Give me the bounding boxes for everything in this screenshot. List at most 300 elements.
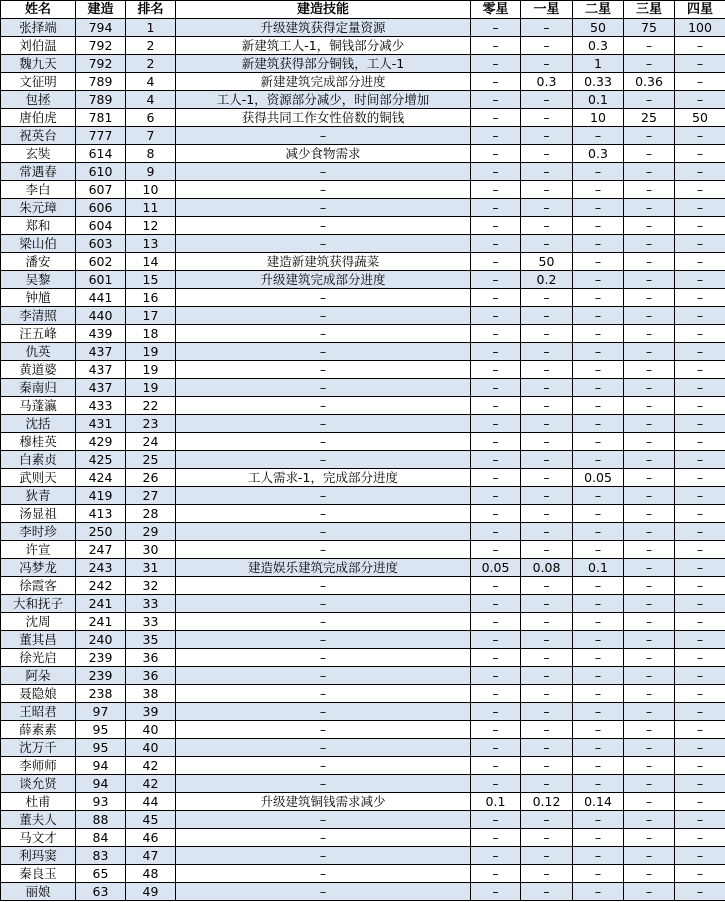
cell-build: 437 — [76, 343, 126, 361]
cell-star-1: – — [521, 55, 573, 73]
table-row — [1, 739, 725, 757]
cell-skill: – — [176, 217, 471, 235]
cell-star-2: – — [573, 487, 624, 505]
cell-build: 429 — [76, 433, 126, 451]
header-star-1: 一星 — [521, 1, 573, 19]
cell-star-4: – — [675, 523, 725, 541]
cell-star-1: – — [521, 325, 573, 343]
cell-skill: – — [176, 775, 471, 793]
cell-star-3: – — [624, 703, 675, 721]
cell-star-3: – — [624, 505, 675, 523]
cell-star-3: – — [624, 829, 675, 847]
cell-skill: 工人需求-1，完成部分进度 — [176, 469, 471, 487]
header-star-3: 三星 — [624, 1, 675, 19]
cell-star-0: – — [471, 847, 521, 865]
cell-star-1: – — [521, 433, 573, 451]
cell-skill: – — [176, 739, 471, 757]
cell-rank: 25 — [126, 451, 176, 469]
header-star-2: 二星 — [573, 1, 624, 19]
cell-star-2: – — [573, 721, 624, 739]
table-row — [1, 397, 725, 415]
cell-build: 610 — [76, 163, 126, 181]
cell-star-1: – — [521, 721, 573, 739]
cell-star-0: – — [471, 829, 521, 847]
cell-star-2: 0.3 — [573, 145, 624, 163]
cell-name: 利玛窦 — [1, 847, 76, 865]
cell-star-0: – — [471, 685, 521, 703]
cell-star-3: – — [624, 847, 675, 865]
cell-star-3: – — [624, 775, 675, 793]
cell-name: 汤显祖 — [1, 505, 76, 523]
table-row — [1, 91, 725, 109]
cell-rank: 17 — [126, 307, 176, 325]
cell-star-1: – — [521, 199, 573, 217]
cell-star-3: – — [624, 91, 675, 109]
cell-star-2: – — [573, 811, 624, 829]
cell-star-1: – — [521, 523, 573, 541]
cell-rank: 11 — [126, 199, 176, 217]
cell-star-2: – — [573, 649, 624, 667]
cell-build: 83 — [76, 847, 126, 865]
cell-name: 唐伯虎 — [1, 109, 76, 127]
cell-name: 魏九天 — [1, 55, 76, 73]
cell-star-2: – — [573, 829, 624, 847]
cell-star-4: – — [675, 217, 725, 235]
cell-skill: – — [176, 811, 471, 829]
cell-name: 冯梦龙 — [1, 559, 76, 577]
cell-star-4: – — [675, 199, 725, 217]
cell-star-2: 50 — [573, 19, 624, 37]
cell-star-0: – — [471, 451, 521, 469]
cell-star-3: – — [624, 487, 675, 505]
cell-rank: 36 — [126, 667, 176, 685]
table-row — [1, 253, 725, 271]
cell-star-4: – — [675, 775, 725, 793]
cell-star-3: – — [624, 325, 675, 343]
cell-name: 朱元璋 — [1, 199, 76, 217]
cell-rank: 6 — [126, 109, 176, 127]
cell-star-3: – — [624, 451, 675, 469]
cell-star-1: – — [521, 19, 573, 37]
cell-star-1: – — [521, 379, 573, 397]
cell-star-4: 50 — [675, 109, 725, 127]
cell-star-0: – — [471, 307, 521, 325]
cell-star-3: – — [624, 631, 675, 649]
cell-rank: 39 — [126, 703, 176, 721]
cell-build: 63 — [76, 883, 126, 901]
cell-star-3: – — [624, 739, 675, 757]
cell-star-4: – — [675, 73, 725, 91]
table-row — [1, 55, 725, 73]
cell-build: 94 — [76, 775, 126, 793]
cell-star-0: – — [471, 577, 521, 595]
cell-rank: 44 — [126, 793, 176, 811]
cell-star-1: – — [521, 469, 573, 487]
cell-build: 781 — [76, 109, 126, 127]
table-row — [1, 883, 725, 901]
table-row — [1, 811, 725, 829]
cell-rank: 8 — [126, 145, 176, 163]
cell-rank: 23 — [126, 415, 176, 433]
cell-build: 441 — [76, 289, 126, 307]
cell-star-4: – — [675, 181, 725, 199]
cell-star-3: – — [624, 433, 675, 451]
cell-name: 白素贞 — [1, 451, 76, 469]
cell-star-2: – — [573, 325, 624, 343]
cell-star-1: 0.2 — [521, 271, 573, 289]
table-row — [1, 559, 725, 577]
cell-rank: 46 — [126, 829, 176, 847]
cell-star-1: – — [521, 415, 573, 433]
cell-skill: – — [176, 163, 471, 181]
table-row — [1, 793, 725, 811]
cell-skill: 工人-1，资源部分减少，时间部分增加 — [176, 91, 471, 109]
table-row — [1, 487, 725, 505]
cell-build: 437 — [76, 379, 126, 397]
cell-skill: – — [176, 235, 471, 253]
cell-star-0: – — [471, 379, 521, 397]
table-row — [1, 865, 725, 883]
cell-star-4: – — [675, 433, 725, 451]
cell-star-3: – — [624, 127, 675, 145]
cell-star-4: – — [675, 163, 725, 181]
cell-star-4: – — [675, 469, 725, 487]
table-row — [1, 451, 725, 469]
cell-star-4: – — [675, 361, 725, 379]
cell-rank: 9 — [126, 163, 176, 181]
header-star-0: 零星 — [471, 1, 521, 19]
table-row — [1, 595, 725, 613]
cell-star-2: – — [573, 775, 624, 793]
cell-rank: 24 — [126, 433, 176, 451]
cell-star-4: – — [675, 145, 725, 163]
cell-name: 武则天 — [1, 469, 76, 487]
cell-star-0: – — [471, 703, 521, 721]
cell-star-4: 100 — [675, 19, 725, 37]
table-row — [1, 235, 725, 253]
cell-name: 马蓬瀛 — [1, 397, 76, 415]
cell-build: 65 — [76, 865, 126, 883]
cell-build: 240 — [76, 631, 126, 649]
cell-skill: – — [176, 649, 471, 667]
cell-skill: – — [176, 847, 471, 865]
header-star-4: 四星 — [675, 1, 725, 19]
cell-star-4: – — [675, 379, 725, 397]
table-row — [1, 181, 725, 199]
cell-star-1: – — [521, 181, 573, 199]
cell-star-0: – — [471, 811, 521, 829]
cell-star-2: – — [573, 577, 624, 595]
cell-rank: 4 — [126, 73, 176, 91]
cell-star-4: – — [675, 721, 725, 739]
cell-rank: 42 — [126, 775, 176, 793]
cell-name: 徐光启 — [1, 649, 76, 667]
cell-star-4: – — [675, 397, 725, 415]
cell-star-4: – — [675, 541, 725, 559]
cell-star-4: – — [675, 253, 725, 271]
cell-skill: – — [176, 379, 471, 397]
cell-star-2: – — [573, 523, 624, 541]
cell-skill: 升级建筑完成部分进度 — [176, 271, 471, 289]
cell-name: 许宣 — [1, 541, 76, 559]
cell-star-2: – — [573, 307, 624, 325]
cell-skill: – — [176, 199, 471, 217]
table-row — [1, 289, 725, 307]
cell-rank: 33 — [126, 595, 176, 613]
cell-star-3: – — [624, 199, 675, 217]
cell-skill: 新建建筑完成部分进度 — [176, 73, 471, 91]
table-row — [1, 505, 725, 523]
cell-star-1: – — [521, 667, 573, 685]
cell-star-1: – — [521, 757, 573, 775]
table-row — [1, 361, 725, 379]
cell-star-1: – — [521, 775, 573, 793]
cell-star-0: – — [471, 487, 521, 505]
cell-rank: 33 — [126, 613, 176, 631]
cell-rank: 35 — [126, 631, 176, 649]
cell-star-2: 10 — [573, 109, 624, 127]
cell-skill: 升级建筑获得定量资源 — [176, 19, 471, 37]
cell-rank: 15 — [126, 271, 176, 289]
cell-star-0: – — [471, 865, 521, 883]
cell-build: 424 — [76, 469, 126, 487]
cell-star-4: – — [675, 595, 725, 613]
cell-star-3: – — [624, 721, 675, 739]
cell-name: 包拯 — [1, 91, 76, 109]
cell-star-1: – — [521, 847, 573, 865]
table-row — [1, 631, 725, 649]
cell-star-4: – — [675, 91, 725, 109]
cell-star-1: – — [521, 361, 573, 379]
cell-star-0: – — [471, 73, 521, 91]
table-row — [1, 469, 725, 487]
cell-skill: – — [176, 613, 471, 631]
cell-star-2: – — [573, 847, 624, 865]
cell-star-0: – — [471, 235, 521, 253]
cell-star-3: – — [624, 37, 675, 55]
cell-skill: – — [176, 757, 471, 775]
cell-star-0: – — [471, 775, 521, 793]
cell-star-0: – — [471, 631, 521, 649]
cell-star-1: – — [521, 505, 573, 523]
table-row — [1, 685, 725, 703]
cell-star-1: – — [521, 811, 573, 829]
cell-name: 张择端 — [1, 19, 76, 37]
table-row — [1, 523, 725, 541]
cell-skill: – — [176, 541, 471, 559]
cell-rank: 13 — [126, 235, 176, 253]
cell-name: 梁山伯 — [1, 235, 76, 253]
cell-star-2: – — [573, 613, 624, 631]
cell-star-0: – — [471, 127, 521, 145]
cell-skill: – — [176, 451, 471, 469]
table-body — [1, 19, 725, 901]
cell-star-0: 0.05 — [471, 559, 521, 577]
cell-name: 仇英 — [1, 343, 76, 361]
cell-skill: – — [176, 397, 471, 415]
cell-star-4: – — [675, 325, 725, 343]
cell-star-3: – — [624, 649, 675, 667]
cell-skill: – — [176, 883, 471, 901]
cell-star-3: – — [624, 559, 675, 577]
cell-star-3: – — [624, 289, 675, 307]
cell-star-0: – — [471, 667, 521, 685]
cell-star-4: – — [675, 631, 725, 649]
cell-rank: 22 — [126, 397, 176, 415]
cell-name: 谈允贤 — [1, 775, 76, 793]
cell-star-2: – — [573, 181, 624, 199]
cell-star-0: – — [471, 253, 521, 271]
cell-skill: – — [176, 415, 471, 433]
cell-star-4: – — [675, 415, 725, 433]
cell-build: 601 — [76, 271, 126, 289]
cell-star-3: – — [624, 145, 675, 163]
cell-star-3: – — [624, 883, 675, 901]
cell-build: 97 — [76, 703, 126, 721]
cell-star-1: 0.3 — [521, 73, 573, 91]
cell-star-2: – — [573, 505, 624, 523]
cell-build: 440 — [76, 307, 126, 325]
cell-rank: 18 — [126, 325, 176, 343]
table-row — [1, 613, 725, 631]
cell-star-2: – — [573, 451, 624, 469]
cell-name: 文征明 — [1, 73, 76, 91]
cell-build: 607 — [76, 181, 126, 199]
cell-star-4: – — [675, 307, 725, 325]
cell-build: 606 — [76, 199, 126, 217]
cell-star-1: – — [521, 145, 573, 163]
cell-star-4: – — [675, 55, 725, 73]
table-row — [1, 145, 725, 163]
cell-name: 沈万千 — [1, 739, 76, 757]
cell-name: 阿朵 — [1, 667, 76, 685]
cell-build: 789 — [76, 91, 126, 109]
cell-build: 247 — [76, 541, 126, 559]
cell-star-1: – — [521, 685, 573, 703]
cell-star-0: – — [471, 523, 521, 541]
cell-star-2: – — [573, 433, 624, 451]
cell-skill: – — [176, 865, 471, 883]
cell-build: 425 — [76, 451, 126, 469]
cell-star-2: – — [573, 397, 624, 415]
cell-star-1: – — [521, 739, 573, 757]
cell-star-1: – — [521, 91, 573, 109]
cell-rank: 32 — [126, 577, 176, 595]
cell-star-1: 0.08 — [521, 559, 573, 577]
cell-rank: 7 — [126, 127, 176, 145]
cell-name: 穆桂英 — [1, 433, 76, 451]
cell-star-0: – — [471, 19, 521, 37]
cell-star-4: – — [675, 685, 725, 703]
cell-star-2: – — [573, 541, 624, 559]
cell-build: 84 — [76, 829, 126, 847]
cell-name: 李清照 — [1, 307, 76, 325]
cell-build: 95 — [76, 721, 126, 739]
cell-star-2: – — [573, 235, 624, 253]
cell-name: 聂隐娘 — [1, 685, 76, 703]
cell-star-1: – — [521, 883, 573, 901]
cell-star-0: 0.1 — [471, 793, 521, 811]
cell-star-0: – — [471, 163, 521, 181]
cell-star-4: – — [675, 739, 725, 757]
cell-rank: 36 — [126, 649, 176, 667]
cell-name: 郑和 — [1, 217, 76, 235]
table-row — [1, 379, 725, 397]
cell-star-3: – — [624, 235, 675, 253]
cell-star-0: – — [471, 37, 521, 55]
cell-rank: 14 — [126, 253, 176, 271]
table-row — [1, 649, 725, 667]
cell-star-1: – — [521, 487, 573, 505]
cell-star-2: – — [573, 343, 624, 361]
cell-rank: 48 — [126, 865, 176, 883]
cell-star-3: – — [624, 757, 675, 775]
cell-star-2: 0.3 — [573, 37, 624, 55]
cell-star-1: – — [521, 307, 573, 325]
cell-name: 祝英台 — [1, 127, 76, 145]
cell-skill: 升级建筑铜钱需求减少 — [176, 793, 471, 811]
cell-star-4: – — [675, 847, 725, 865]
cell-star-0: – — [471, 289, 521, 307]
cell-star-4: – — [675, 829, 725, 847]
cell-star-0: – — [471, 325, 521, 343]
cell-star-1: 0.12 — [521, 793, 573, 811]
cell-name: 常遇春 — [1, 163, 76, 181]
cell-star-2: – — [573, 883, 624, 901]
table-row — [1, 307, 725, 325]
cell-build: 88 — [76, 811, 126, 829]
cell-rank: 2 — [126, 55, 176, 73]
cell-rank: 1 — [126, 19, 176, 37]
cell-star-3: – — [624, 523, 675, 541]
cell-star-2: – — [573, 685, 624, 703]
cell-star-1: – — [521, 577, 573, 595]
cell-rank: 38 — [126, 685, 176, 703]
cell-star-2: – — [573, 199, 624, 217]
cell-star-3: – — [624, 361, 675, 379]
cell-rank: 19 — [126, 379, 176, 397]
cell-star-2: 0.33 — [573, 73, 624, 91]
cell-star-4: – — [675, 451, 725, 469]
cell-star-0: – — [471, 199, 521, 217]
cell-name: 王昭君 — [1, 703, 76, 721]
cell-rank: 19 — [126, 361, 176, 379]
cell-skill: – — [176, 127, 471, 145]
cell-build: 238 — [76, 685, 126, 703]
cell-name: 秦良玉 — [1, 865, 76, 883]
cell-skill: – — [176, 703, 471, 721]
cell-rank: 29 — [126, 523, 176, 541]
cell-rank: 19 — [126, 343, 176, 361]
cell-star-0: – — [471, 397, 521, 415]
cell-skill: – — [176, 361, 471, 379]
cell-star-2: – — [573, 379, 624, 397]
cell-star-0: – — [471, 613, 521, 631]
cell-star-2: – — [573, 739, 624, 757]
cell-star-3: – — [624, 217, 675, 235]
table-row — [1, 829, 725, 847]
cell-skill: – — [176, 307, 471, 325]
table-row — [1, 721, 725, 739]
cell-star-0: – — [471, 181, 521, 199]
cell-name: 丽娘 — [1, 883, 76, 901]
cell-rank: 40 — [126, 721, 176, 739]
cell-skill: – — [176, 667, 471, 685]
cell-star-2: 0.1 — [573, 91, 624, 109]
cell-star-1: 50 — [521, 253, 573, 271]
cell-rank: 45 — [126, 811, 176, 829]
cell-star-2: – — [573, 595, 624, 613]
